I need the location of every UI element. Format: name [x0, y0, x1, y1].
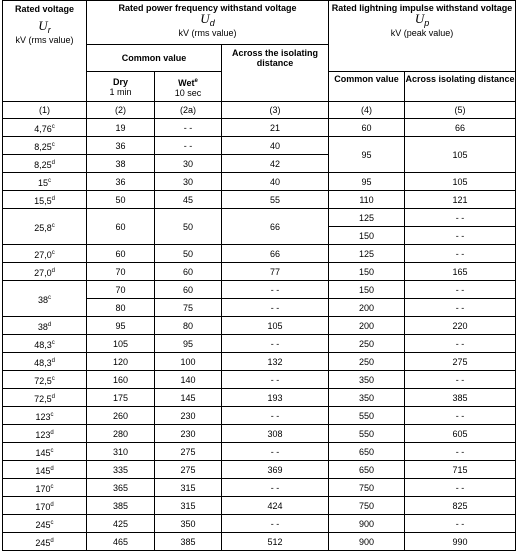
dry-cell: 60: [87, 245, 155, 263]
wet-cell: 60: [155, 281, 222, 299]
table-row: [3, 425, 516, 443]
lightning-isolating-cell: - -: [405, 335, 516, 353]
dry-cell: 36: [87, 173, 155, 191]
table-row: [3, 389, 516, 407]
lightning-common-cell: 750: [329, 497, 405, 515]
dry-header: [87, 72, 155, 102]
wet-cell: - -: [155, 119, 222, 137]
dry-cell: 175: [87, 389, 155, 407]
lightning-isolating-cell: - -: [405, 299, 516, 317]
rated-voltage-cell: 123$^d$: [3, 425, 87, 443]
table-row: [3, 497, 516, 515]
table-row: [3, 317, 516, 335]
lightning-isolating-cell: - -: [405, 245, 516, 263]
wet-cell: 45: [155, 191, 222, 209]
lightning-isolating-cell: 220: [405, 317, 516, 335]
wet-cell: 60: [155, 263, 222, 281]
wet-cell: 30: [155, 155, 222, 173]
wet-cell: 230: [155, 407, 222, 425]
wet-cell: 350: [155, 515, 222, 533]
rated-voltage-cell: 123$^c$: [3, 407, 87, 425]
rated-voltage-cell: 15$^c$: [3, 173, 87, 191]
wet-cell: 385: [155, 533, 222, 551]
table-row: [3, 191, 516, 209]
table-row: [3, 245, 516, 263]
lightning-isolating-cell: - -: [405, 371, 516, 389]
lightning-common-cell: 125: [329, 245, 405, 263]
dry-cell: 95: [87, 317, 155, 335]
lightning-common-cell: 150: [329, 263, 405, 281]
dry-cell: 50: [87, 191, 155, 209]
table-row: [3, 173, 516, 191]
rated-voltage-cell: 145$^d$: [3, 461, 87, 479]
isolating-cell: - -: [222, 407, 329, 425]
dry-cell: 120: [87, 353, 155, 371]
lightning-isolating-cell: - -: [405, 515, 516, 533]
isolating-cell: 512: [222, 533, 329, 551]
wet-cell: 230: [155, 425, 222, 443]
dry-cell: 310: [87, 443, 155, 461]
table-row: [3, 137, 516, 155]
isolating-cell: 132: [222, 353, 329, 371]
dry-cell: 365: [87, 479, 155, 497]
wet-cell: 315: [155, 497, 222, 515]
isolating-cell: - -: [222, 371, 329, 389]
lightning-impulse-header: [329, 1, 516, 72]
rated-voltage-cell: 170$^d$: [3, 497, 87, 515]
lightning-isolating-cell: 121: [405, 191, 516, 209]
ud-symbol: U: [200, 11, 210, 26]
rated-voltage-cell: 72,5$^c$: [3, 371, 87, 389]
lightning-common-cell: 200: [329, 299, 405, 317]
table-row: [3, 209, 516, 227]
table-header: [3, 1, 516, 119]
rated-voltage-cell: 15,5$^d$: [3, 191, 87, 209]
isolating-cell: 40: [222, 137, 329, 155]
table-row: [3, 533, 516, 551]
isolating-cell: - -: [222, 479, 329, 497]
lightning-isolating-cell: 990: [405, 533, 516, 551]
isolating-cell: - -: [222, 443, 329, 461]
lightning-isolating-cell: - -: [405, 443, 516, 461]
lightning-isolating-cell: 825: [405, 497, 516, 515]
rated-voltage-cell: 8,25$^c$: [3, 137, 87, 155]
lightning-isolating-cell: - -: [405, 227, 516, 245]
rated-voltage-cell: 245$^d$: [3, 533, 87, 551]
lightning-isolating-cell: 105: [405, 173, 516, 191]
dry-cell: 80: [87, 299, 155, 317]
rated-voltage-cell: 245$^c$: [3, 515, 87, 533]
wet-title: Wet: [178, 77, 195, 88]
lightning-common-cell: 150: [329, 281, 405, 299]
wet-cell: 80: [155, 317, 222, 335]
rated-voltage-cell: 145$^c$: [3, 443, 87, 461]
lightning-common-cell: 95: [329, 173, 405, 191]
col-num-3: (3): [222, 102, 329, 119]
power-frequency-header: [87, 1, 329, 45]
lightning-common-cell: 60: [329, 119, 405, 137]
table-row: [3, 479, 516, 497]
lightning-isolating-cell: 165: [405, 263, 516, 281]
lightning-isolating-cell: - -: [405, 407, 516, 425]
lightning-common-cell: 350: [329, 371, 405, 389]
lightning-isolating-cell: 605: [405, 425, 516, 443]
dry-cell: 385: [87, 497, 155, 515]
rated-voltage-cell: 48,3$^d$: [3, 353, 87, 371]
wet-footnote: e: [194, 77, 198, 84]
ur-symbol: U: [38, 18, 48, 33]
lightning-common-cell: 250: [329, 335, 405, 353]
isolating-cell: 424: [222, 497, 329, 515]
dry-cell: 160: [87, 371, 155, 389]
lightning-common-cell: 95: [329, 137, 405, 173]
ud-subscript: d: [209, 18, 215, 28]
lightning-common-cell: 650: [329, 461, 405, 479]
col-num-2: (2): [87, 102, 155, 119]
wet-cell: 95: [155, 335, 222, 353]
table-row: [3, 353, 516, 371]
rated-voltage-cell: 48,3$^c$: [3, 335, 87, 353]
dry-cell: 335: [87, 461, 155, 479]
wet-header: [155, 72, 222, 102]
table-row: [3, 281, 516, 299]
wet-cell: 75: [155, 299, 222, 317]
lightning-isolating-cell: - -: [405, 209, 516, 227]
lightning-common-cell: 550: [329, 425, 405, 443]
isolating-cell: 193: [222, 389, 329, 407]
rated-voltage-cell: 8,25$^d$: [3, 155, 87, 173]
table-body: [3, 119, 516, 551]
isolating-cell: 42: [222, 155, 329, 173]
rated-voltage-cell: 25,8$^c$: [3, 209, 87, 245]
isolating-cell: 308: [222, 425, 329, 443]
rated-voltage-cell: 38$^c$: [3, 281, 87, 317]
wet-cell: 140: [155, 371, 222, 389]
power-frequency-title: Rated power frequency withstand voltage: [118, 3, 297, 13]
lightning-isolating-cell: 275: [405, 353, 516, 371]
up-subscript: p: [424, 18, 430, 28]
dry-cell: 465: [87, 533, 155, 551]
lightning-common-cell: 650: [329, 443, 405, 461]
rated-voltage-title: Rated voltage: [14, 4, 74, 14]
across-isolating-header: [222, 45, 329, 102]
up-symbol: U: [414, 11, 425, 26]
lightning-common-cell: 750: [329, 479, 405, 497]
lightning-common-cell: 900: [329, 533, 405, 551]
rated-voltage-cell: 38$^d$: [3, 317, 87, 335]
lightning-isolating-cell: 715: [405, 461, 516, 479]
dry-duration: 1 min: [109, 86, 132, 97]
insulation-levels-table: [2, 0, 516, 551]
isolating-cell: 66: [222, 245, 329, 263]
rated-voltage-cell: 27,0$^c$: [3, 245, 87, 263]
lightning-isolating-cell: 105: [405, 137, 516, 173]
dry-cell: 19: [87, 119, 155, 137]
isolating-cell: 77: [222, 263, 329, 281]
common-value-lightning-header: Common value: [329, 72, 405, 102]
wet-cell: 315: [155, 479, 222, 497]
col-num-4: (4): [329, 102, 405, 119]
lightning-isolating-cell: 66: [405, 119, 516, 137]
lightning-common-cell: 900: [329, 515, 405, 533]
isolating-cell: 369: [222, 461, 329, 479]
isolating-cell: - -: [222, 281, 329, 299]
wet-cell: 275: [155, 443, 222, 461]
lightning-isolating-cell: 385: [405, 389, 516, 407]
isolating-cell: 55: [222, 191, 329, 209]
wet-cell: 30: [155, 173, 222, 191]
wet-duration: 10 sec: [174, 87, 202, 98]
wet-cell: - -: [155, 137, 222, 155]
rated-voltage-cell: 72,5$^d$: [3, 389, 87, 407]
lightning-isolating-cell: - -: [405, 479, 516, 497]
wet-cell: 100: [155, 353, 222, 371]
ud-unit: kV (rms value): [178, 28, 237, 38]
isolating-cell: 105: [222, 317, 329, 335]
across-isolating-lightning-header: Across isolating distance: [405, 72, 516, 102]
lightning-isolating-cell: - -: [405, 281, 516, 299]
col-num-1: (1): [3, 102, 87, 119]
wet-cell: 50: [155, 245, 222, 263]
isolating-cell: 21: [222, 119, 329, 137]
dry-cell: 280: [87, 425, 155, 443]
dry-cell: 38: [87, 155, 155, 173]
ur-unit: kV (rms value): [15, 35, 74, 45]
lightning-common-cell: 125: [329, 209, 405, 227]
lightning-impulse-title: Rated lightning impulse withstand voltage: [331, 3, 513, 13]
dry-cell: 36: [87, 137, 155, 155]
isolating-cell: - -: [222, 299, 329, 317]
dry-cell: 70: [87, 281, 155, 299]
common-value-header: Common value: [87, 45, 222, 72]
column-numbers-row: [3, 102, 516, 119]
dry-title: Dry: [112, 76, 128, 87]
table-row: [3, 407, 516, 425]
lightning-common-cell: 550: [329, 407, 405, 425]
col-num-5: (5): [405, 102, 516, 119]
dry-cell: 425: [87, 515, 155, 533]
isolating-cell: 66: [222, 209, 329, 245]
isolating-cell: 40: [222, 173, 329, 191]
rated-voltage-cell: 170$^c$: [3, 479, 87, 497]
dry-cell: 70: [87, 263, 155, 281]
table-row: [3, 371, 516, 389]
table-row: [3, 119, 516, 137]
dry-cell: 105: [87, 335, 155, 353]
lightning-common-cell: 350: [329, 389, 405, 407]
up-unit: kV (peak value): [390, 28, 454, 38]
wet-cell: 145: [155, 389, 222, 407]
rated-voltage-cell: 27,0$^d$: [3, 263, 87, 281]
lightning-common-cell: 250: [329, 353, 405, 371]
table-row: [3, 263, 516, 281]
ur-subscript: r: [47, 25, 51, 35]
dry-cell: 260: [87, 407, 155, 425]
col-num-2a: (2a): [155, 102, 222, 119]
isolating-cell: - -: [222, 335, 329, 353]
wet-cell: 275: [155, 461, 222, 479]
table-row: [3, 461, 516, 479]
rated-voltage-header: [3, 1, 87, 102]
table-row: [3, 515, 516, 533]
across-isolating-title: Across the isolating distance: [231, 48, 319, 68]
dry-cell: 60: [87, 209, 155, 245]
isolating-cell: - -: [222, 515, 329, 533]
table-row: [3, 335, 516, 353]
rated-voltage-cell: 4,76$^c$: [3, 119, 87, 137]
wet-cell: 50: [155, 209, 222, 245]
lightning-common-cell: 150: [329, 227, 405, 245]
lightning-common-cell: 110: [329, 191, 405, 209]
table-row: [3, 443, 516, 461]
lightning-common-cell: 200: [329, 317, 405, 335]
